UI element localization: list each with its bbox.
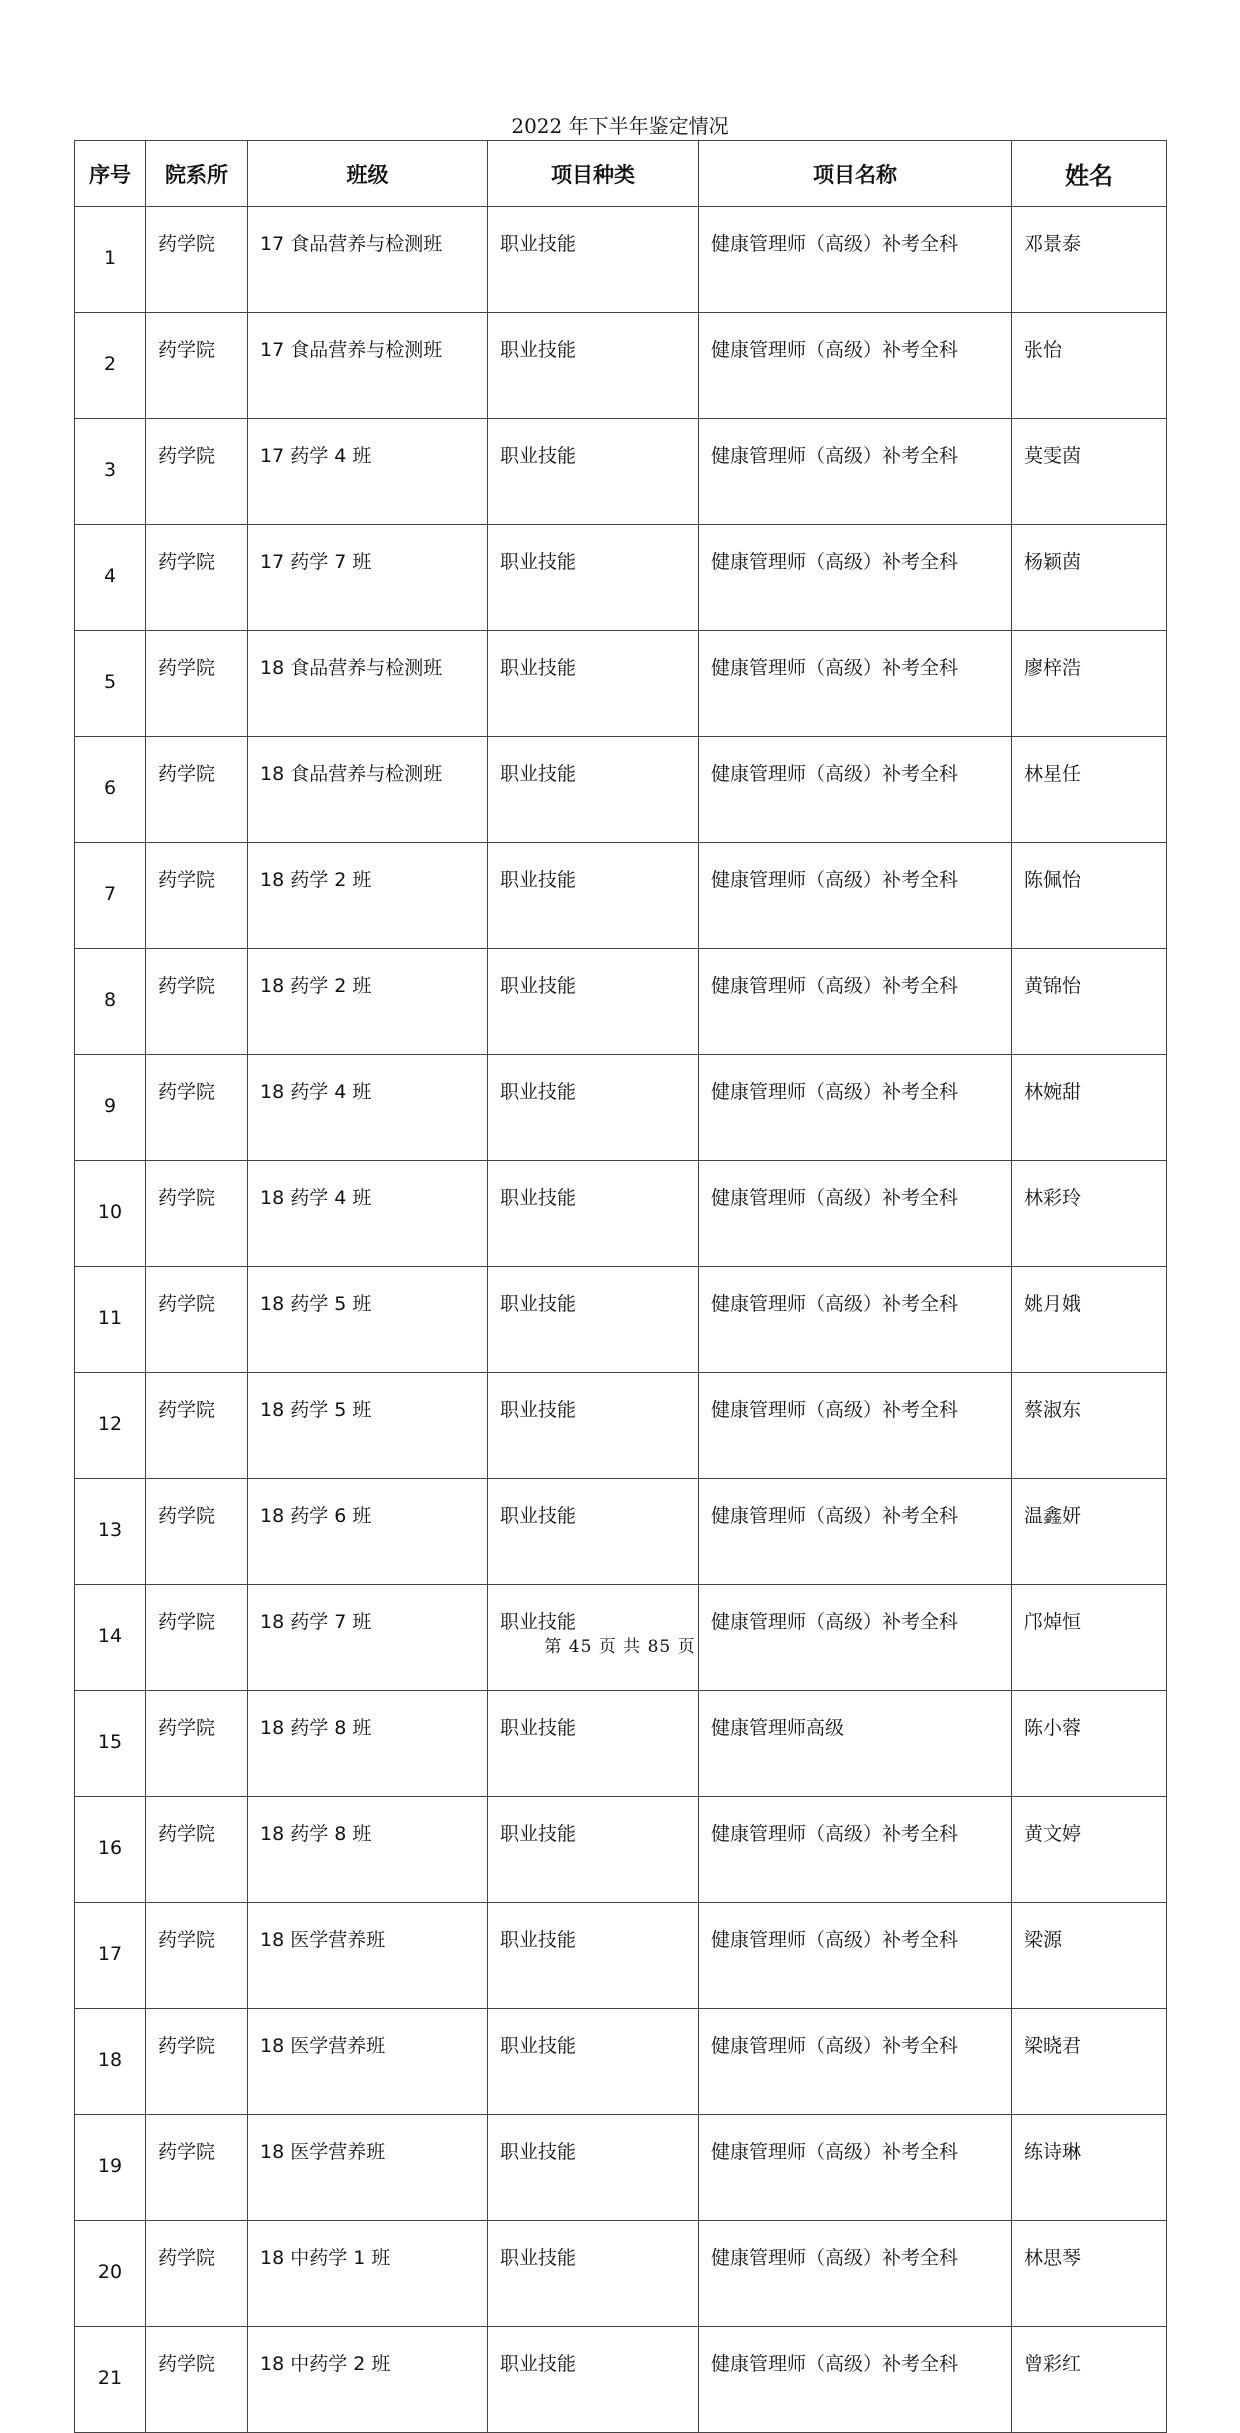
cell-index: 19 (75, 2115, 146, 2221)
cell-index: 15 (75, 1691, 146, 1797)
cell-project-name: 健康管理师（高级）补考全科 (699, 1903, 1012, 2009)
cell-class: 17 药学 4 班 (248, 419, 488, 525)
cell-person-name: 陈小蓉 (1012, 1691, 1167, 1797)
cell-class: 18 医学营养班 (248, 2009, 488, 2115)
table-row (75, 1903, 1167, 2009)
cell-index: 12 (75, 1373, 146, 1479)
cell-department: 药学院 (146, 313, 248, 419)
cell-class: 18 食品营养与检测班 (248, 737, 488, 843)
cell-project-name: 健康管理师高级 (699, 1691, 1012, 1797)
table-row (75, 2009, 1167, 2115)
cell-index: 2 (75, 313, 146, 419)
header-department: 院系所 (146, 141, 248, 207)
cell-person-name: 陈佩怡 (1012, 843, 1167, 949)
table-row (75, 1479, 1167, 1585)
cell-category: 职业技能 (488, 2221, 699, 2327)
cell-person-name: 林星任 (1012, 737, 1167, 843)
cell-person-name: 练诗琳 (1012, 2115, 1167, 2221)
table-row (75, 1373, 1167, 1479)
page-footer: 第 45 页 共 85 页 (544, 1637, 696, 1657)
cell-class: 18 药学 8 班 (248, 1797, 488, 1903)
cell-index: 20 (75, 2221, 146, 2327)
cell-person-name: 梁晓君 (1012, 2009, 1167, 2115)
cell-project-name: 健康管理师（高级）补考全科 (699, 949, 1012, 1055)
cell-project-name: 健康管理师（高级）补考全科 (699, 1479, 1012, 1585)
table-row (75, 1267, 1167, 1373)
cell-category: 职业技能 (488, 1691, 699, 1797)
cell-category: 职业技能 (488, 1055, 699, 1161)
cell-category: 职业技能 (488, 1267, 699, 1373)
cell-index: 18 (75, 2009, 146, 2115)
table-row (75, 1055, 1167, 1161)
cell-department: 药学院 (146, 1903, 248, 2009)
cell-category: 职业技能 (488, 2009, 699, 2115)
cell-index: 9 (75, 1055, 146, 1161)
cell-index: 17 (75, 1903, 146, 2009)
cell-person-name: 莫雯茵 (1012, 419, 1167, 525)
cell-category: 职业技能 (488, 737, 699, 843)
cell-person-name: 曾彩红 (1012, 2327, 1167, 2433)
header-category: 项目种类 (488, 141, 699, 207)
cell-project-name: 健康管理师（高级）补考全科 (699, 1373, 1012, 1479)
cell-project-name: 健康管理师（高级）补考全科 (699, 1797, 1012, 1903)
cell-project-name: 健康管理师（高级）补考全科 (699, 2221, 1012, 2327)
table-row (75, 737, 1167, 843)
cell-department: 药学院 (146, 2221, 248, 2327)
cell-person-name: 邝焯恒 (1012, 1585, 1167, 1691)
cell-class: 18 药学 5 班 (248, 1373, 488, 1479)
table-row (75, 2221, 1167, 2327)
cell-department: 药学院 (146, 737, 248, 843)
header-index: 序号 (75, 141, 146, 207)
cell-project-name: 健康管理师（高级）补考全科 (699, 2115, 1012, 2221)
cell-department: 药学院 (146, 1797, 248, 1903)
cell-index: 8 (75, 949, 146, 1055)
cell-category: 职业技能 (488, 1903, 699, 2009)
table-row (75, 313, 1167, 419)
cell-class: 18 医学营养班 (248, 1903, 488, 2009)
cell-department: 药学院 (146, 1055, 248, 1161)
header-person-name: 姓名 (1012, 141, 1167, 207)
cell-person-name: 张怡 (1012, 313, 1167, 419)
cell-department: 药学院 (146, 631, 248, 737)
cell-department: 药学院 (146, 1373, 248, 1479)
cell-department: 药学院 (146, 419, 248, 525)
cell-project-name: 健康管理师（高级）补考全科 (699, 843, 1012, 949)
cell-index: 21 (75, 2327, 146, 2433)
cell-category: 职业技能 (488, 1479, 699, 1585)
cell-project-name: 健康管理师（高级）补考全科 (699, 2009, 1012, 2115)
data-table (74, 140, 1167, 2433)
cell-index: 6 (75, 737, 146, 843)
cell-class: 18 医学营养班 (248, 2115, 488, 2221)
cell-class: 18 中药学 2 班 (248, 2327, 488, 2433)
cell-project-name: 健康管理师（高级）补考全科 (699, 2327, 1012, 2433)
cell-index: 14 (75, 1585, 146, 1691)
cell-index: 7 (75, 843, 146, 949)
cell-index: 4 (75, 525, 146, 631)
cell-class: 18 食品营养与检测班 (248, 631, 488, 737)
cell-category: 职业技能 (488, 1585, 699, 1691)
cell-index: 13 (75, 1479, 146, 1585)
cell-department: 药学院 (146, 1691, 248, 1797)
cell-department: 药学院 (146, 1161, 248, 1267)
cell-person-name: 廖梓浩 (1012, 631, 1167, 737)
cell-department: 药学院 (146, 2009, 248, 2115)
cell-class: 18 药学 2 班 (248, 843, 488, 949)
cell-person-name: 姚月娥 (1012, 1267, 1167, 1373)
cell-category: 职业技能 (488, 631, 699, 737)
cell-person-name: 黄锦怡 (1012, 949, 1167, 1055)
header-project-name: 项目名称 (699, 141, 1012, 207)
cell-project-name: 健康管理师（高级）补考全科 (699, 1055, 1012, 1161)
cell-department: 药学院 (146, 1585, 248, 1691)
table-row (75, 525, 1167, 631)
table-row (75, 949, 1167, 1055)
cell-department: 药学院 (146, 525, 248, 631)
cell-department: 药学院 (146, 949, 248, 1055)
cell-class: 17 食品营养与检测班 (248, 207, 488, 313)
page-title: 2022 年下半年鉴定情况 (511, 114, 729, 138)
cell-class: 18 药学 4 班 (248, 1161, 488, 1267)
table-row (75, 1161, 1167, 1267)
table-row (75, 2327, 1167, 2433)
cell-index: 16 (75, 1797, 146, 1903)
cell-project-name: 健康管理师（高级）补考全科 (699, 737, 1012, 843)
table-row (75, 2115, 1167, 2221)
cell-person-name: 杨颖茵 (1012, 525, 1167, 631)
cell-person-name: 蔡淑东 (1012, 1373, 1167, 1479)
cell-class: 17 药学 7 班 (248, 525, 488, 631)
cell-class: 18 药学 8 班 (248, 1691, 488, 1797)
cell-category: 职业技能 (488, 2115, 699, 2221)
cell-class: 18 药学 6 班 (248, 1479, 488, 1585)
cell-category: 职业技能 (488, 525, 699, 631)
cell-category: 职业技能 (488, 2327, 699, 2433)
cell-category: 职业技能 (488, 313, 699, 419)
table-row (75, 843, 1167, 949)
cell-person-name: 林婉甜 (1012, 1055, 1167, 1161)
cell-department: 药学院 (146, 1479, 248, 1585)
table-row (75, 419, 1167, 525)
cell-category: 职业技能 (488, 1373, 699, 1479)
cell-project-name: 健康管理师（高级）补考全科 (699, 207, 1012, 313)
cell-project-name: 健康管理师（高级）补考全科 (699, 1267, 1012, 1373)
cell-index: 5 (75, 631, 146, 737)
cell-category: 职业技能 (488, 207, 699, 313)
cell-department: 药学院 (146, 2327, 248, 2433)
cell-category: 职业技能 (488, 949, 699, 1055)
table-row (75, 207, 1167, 313)
cell-index: 1 (75, 207, 146, 313)
cell-department: 药学院 (146, 1267, 248, 1373)
cell-class: 18 药学 5 班 (248, 1267, 488, 1373)
table-row (75, 631, 1167, 737)
cell-project-name: 健康管理师（高级）补考全科 (699, 1161, 1012, 1267)
cell-class: 18 中药学 1 班 (248, 2221, 488, 2327)
header-class: 班级 (248, 141, 488, 207)
cell-department: 药学院 (146, 843, 248, 949)
cell-index: 11 (75, 1267, 146, 1373)
cell-department: 药学院 (146, 2115, 248, 2221)
cell-person-name: 温鑫妍 (1012, 1479, 1167, 1585)
cell-project-name: 健康管理师（高级）补考全科 (699, 313, 1012, 419)
table-header-row (75, 141, 1167, 207)
cell-index: 10 (75, 1161, 146, 1267)
cell-department: 药学院 (146, 207, 248, 313)
cell-person-name: 林思琴 (1012, 2221, 1167, 2327)
cell-category: 职业技能 (488, 1161, 699, 1267)
cell-person-name: 黄文婷 (1012, 1797, 1167, 1903)
cell-category: 职业技能 (488, 419, 699, 525)
cell-category: 职业技能 (488, 843, 699, 949)
cell-class: 17 食品营养与检测班 (248, 313, 488, 419)
cell-project-name: 健康管理师（高级）补考全科 (699, 631, 1012, 737)
cell-class: 18 药学 7 班 (248, 1585, 488, 1691)
cell-category: 职业技能 (488, 1797, 699, 1903)
cell-class: 18 药学 4 班 (248, 1055, 488, 1161)
cell-project-name: 健康管理师（高级）补考全科 (699, 419, 1012, 525)
table-row (75, 1797, 1167, 1903)
cell-person-name: 梁源 (1012, 1903, 1167, 2009)
cell-index: 3 (75, 419, 146, 525)
cell-project-name: 健康管理师（高级）补考全科 (699, 1585, 1012, 1691)
cell-person-name: 林彩玲 (1012, 1161, 1167, 1267)
cell-project-name: 健康管理师（高级）补考全科 (699, 525, 1012, 631)
cell-class: 18 药学 2 班 (248, 949, 488, 1055)
table-row (75, 1691, 1167, 1797)
cell-person-name: 邓景泰 (1012, 207, 1167, 313)
